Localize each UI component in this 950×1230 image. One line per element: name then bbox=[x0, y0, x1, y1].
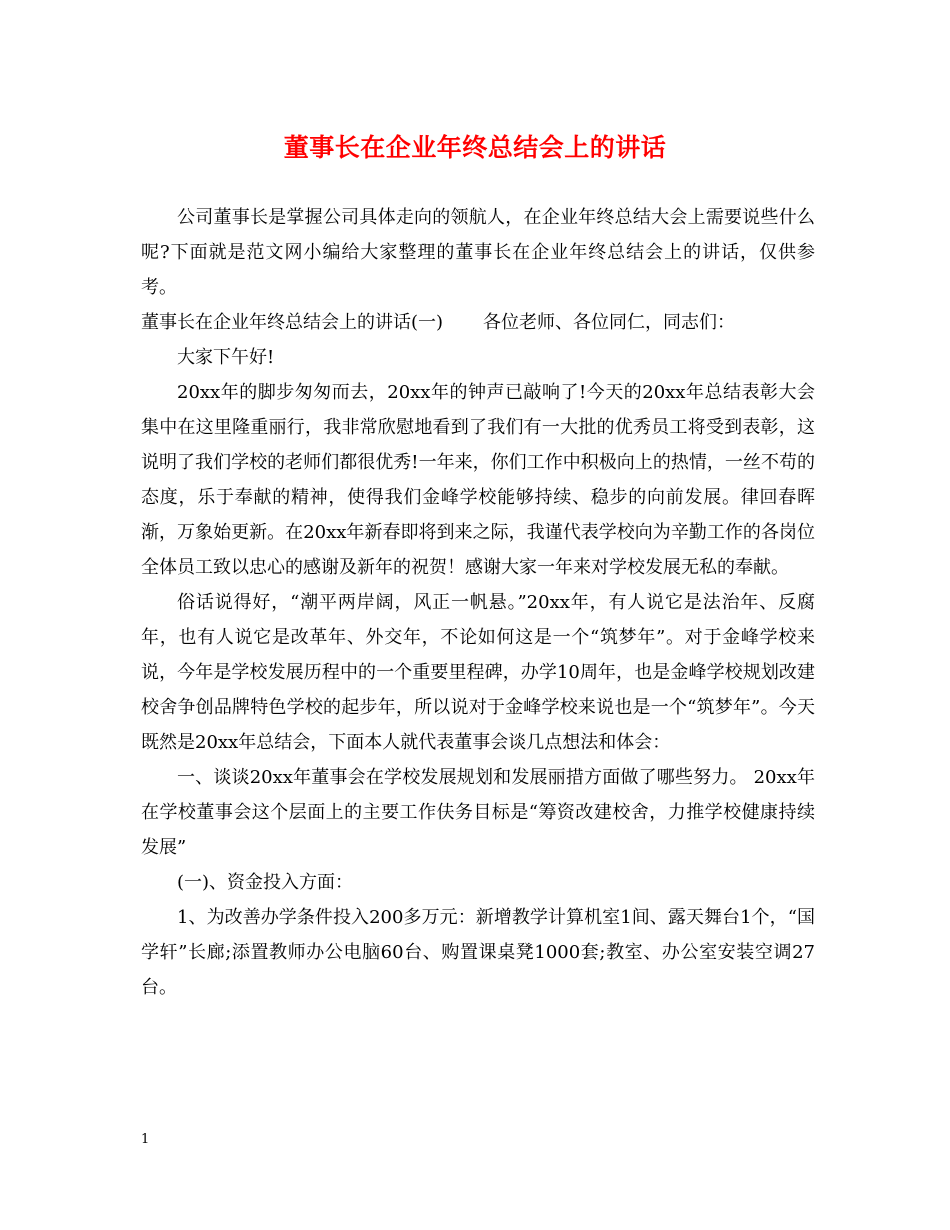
salutation: 各位老师、各位同仁，同志们： bbox=[483, 312, 736, 333]
speech-heading-line bbox=[141, 305, 815, 340]
body-paragraph-1: 20xx年的脚步匆匆而去，20xx年的钟声已敲响了!今天的20xx年总结表彰大会集中在这里隆重丽行，我非常欣慰地看到了我们有一大批的优秀员工将受到表彰，这说明了我们学校的老师们都很优秀!一年来，你们工作中积极向上的热情，一丝不苟的态度，乐于奉献的精神，使得我们金峰学校能够持续、稳步的向前发展。律回春晖渐，万象始更新。在20xx年新春即将到来之际，我谨代表学校向为辛勤工作的各岗位全体员工致以忠心的感谢及新年的祝贺！感谢大家一年来对学校发展无私的奉献。 bbox=[141, 382, 815, 578]
body-paragraph-4: (一)、资金投入方面： bbox=[177, 872, 354, 893]
body-paragraph-5: 1、为改善办学条件投入200多万元：新增教学计算机室1间、露天舞台1个，“国学轩”长廊;添置教师办公电脑60台、购置课桌凳1000套;教室、办公室安装空调27台。 bbox=[141, 907, 815, 998]
document-title: 董事长在企业年终总结会上的讲话 bbox=[283, 133, 667, 162]
greeting-paragraph: 大家下午好! bbox=[177, 347, 275, 368]
body-paragraph-3: 一、谈谈20xx年董事会在学校发展规划和发展丽措方面做了哪些努力。 20xx年在学校董事会这个层面上的主要工作伕务目标是“筹资改建校舍，力推学校健康持续发展” bbox=[141, 767, 815, 858]
intro-paragraph: 公司董事长是掌握公司具体走向的领航人，在企业年终总结大会上需要说些什么呢?下面就是范文网小编给大家整理的董事长在企业年终总结会上的讲话，仅供参考。 bbox=[141, 207, 815, 298]
speech-heading: 董事长在企业年终总结会上的讲话(一) bbox=[141, 312, 444, 333]
page-number: 1 bbox=[141, 1132, 150, 1147]
document-body bbox=[141, 200, 815, 1005]
body-paragraph-2: 俗话说得好，“潮平两岸阔，风正一帆悬。”20xx年，有人说它是法治年、反腐年，也有人说它是改革年、外交年，不论如何这是一个“筑梦年”。对于金峰学校来说，今年是学校发展历程中的一个重要里程碑，办学10周年，也是金峰学校规划改建校舍争创品牌特色学校的起步年，所以说对于金峰学校来说也是一个“筑梦年”。今天既然是20xx年总结会，下面本人就代表董事会谈几点想法和体会： bbox=[141, 592, 815, 753]
